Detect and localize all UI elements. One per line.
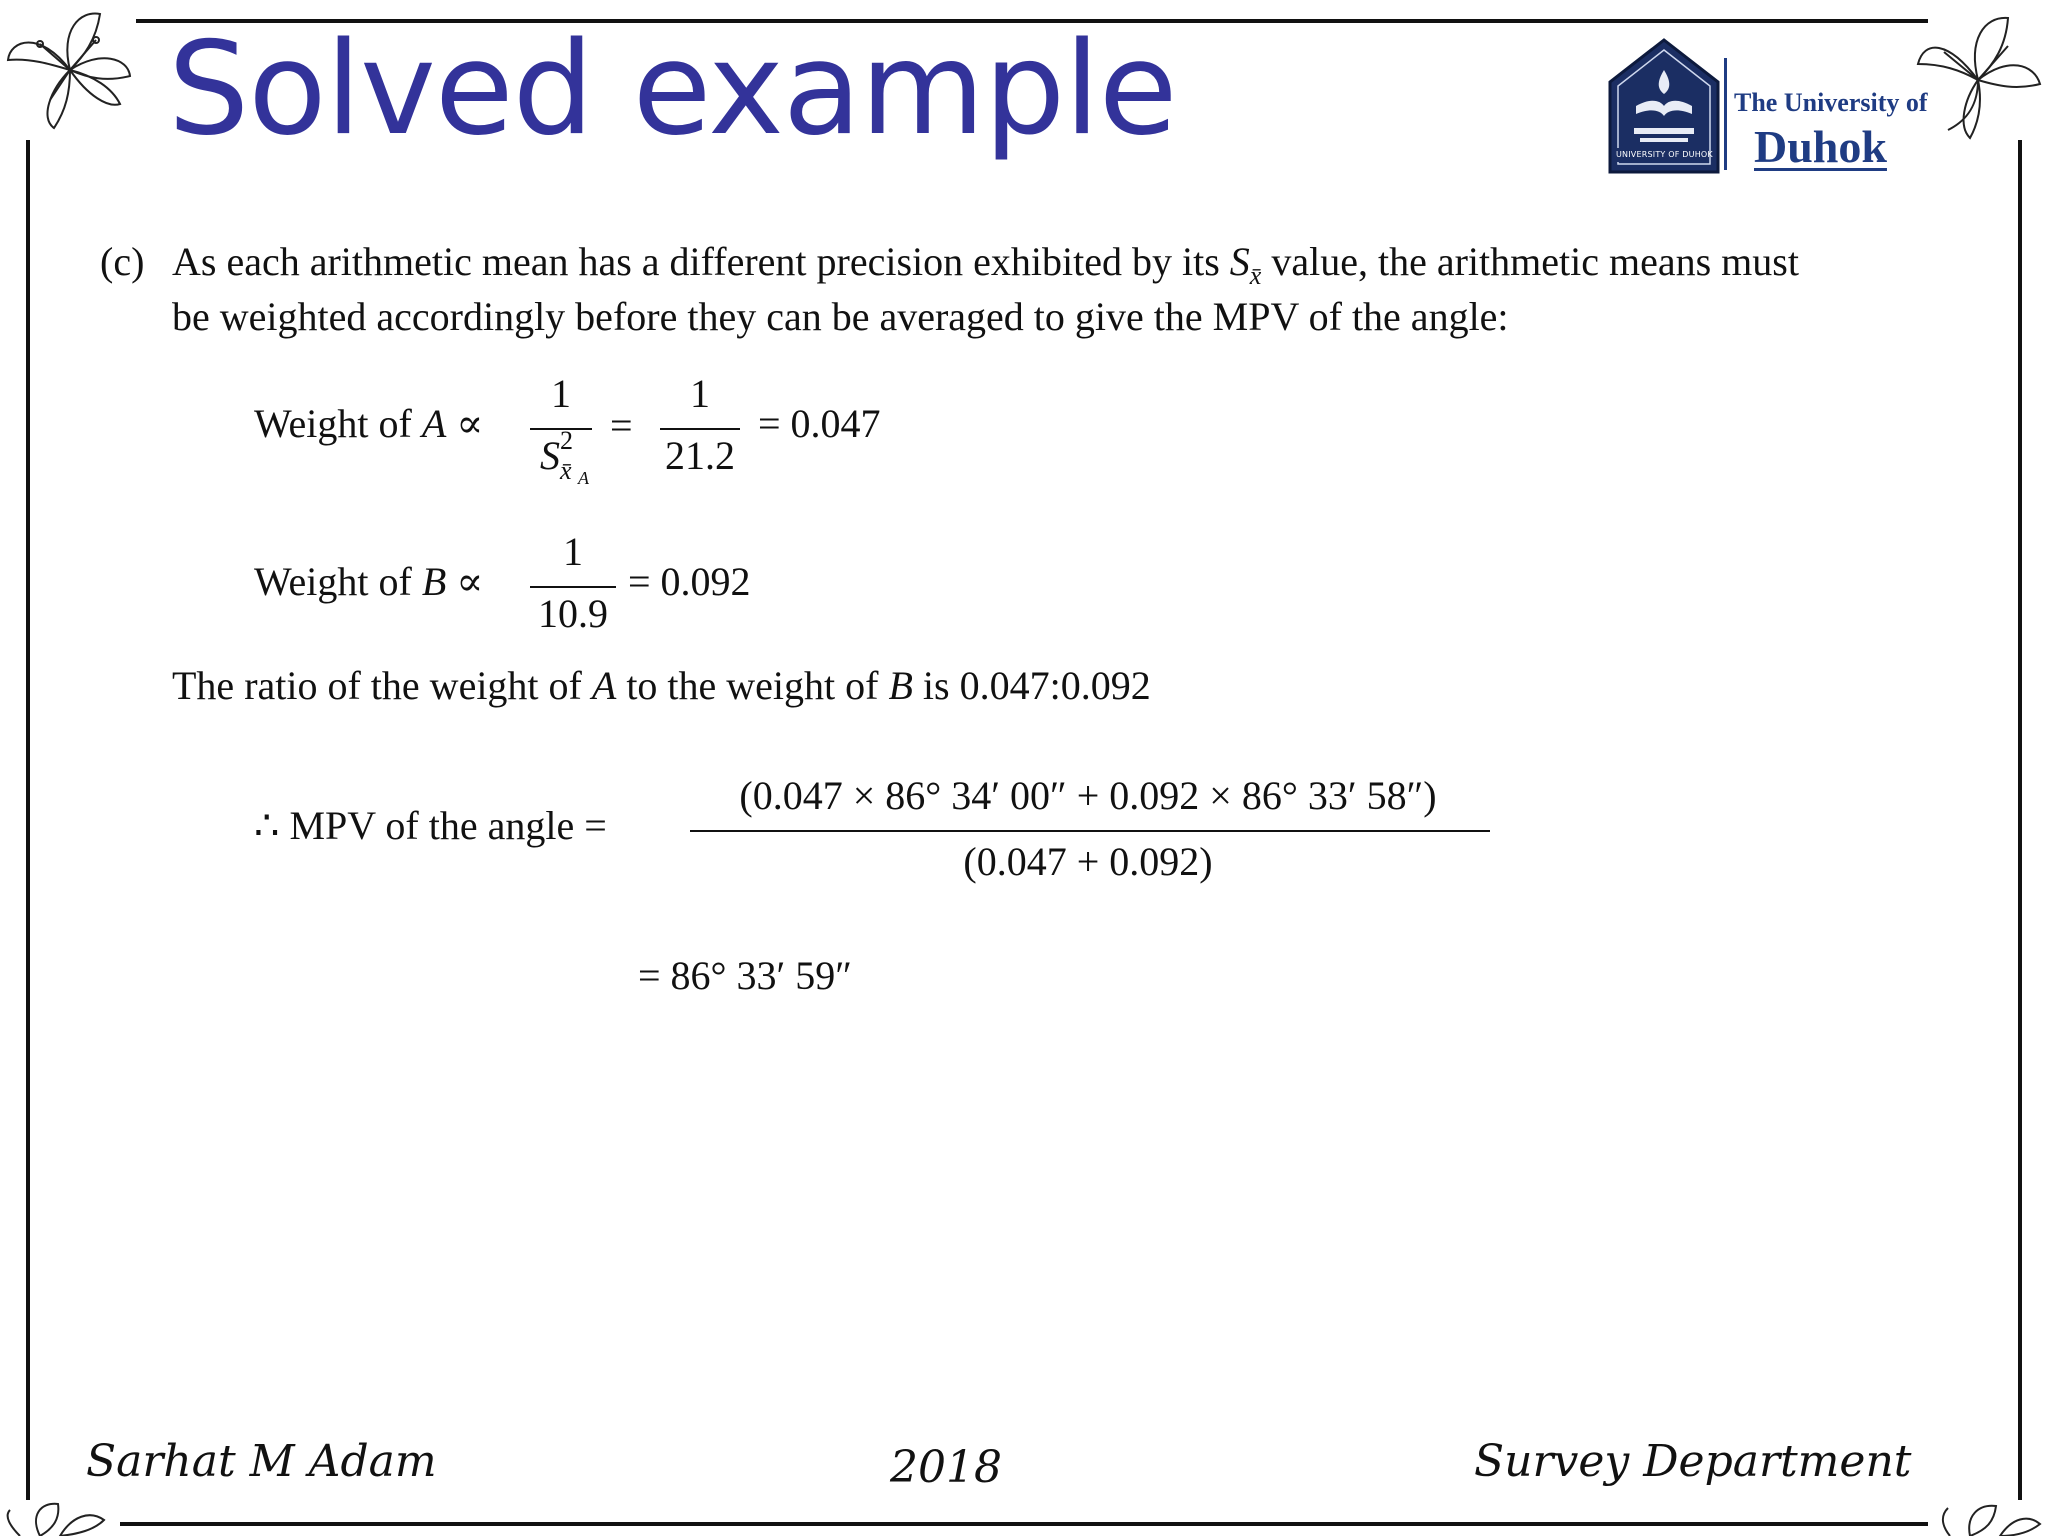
lily-ornament-bottom-right-icon: [1920, 1496, 2048, 1536]
right-border-line: [2018, 140, 2022, 1500]
ratio-var-a: A: [591, 663, 617, 708]
weight-b-num: 1: [563, 529, 583, 574]
weight-a-equals: =: [610, 403, 633, 448]
weight-a-var: A: [421, 401, 447, 446]
precision-symbol: S: [1229, 239, 1250, 284]
weight-a-label: [254, 400, 483, 447]
left-border-line: [26, 140, 30, 1500]
weight-b-var: B: [421, 559, 447, 604]
intro-line-1-end: value, the arithmetic means must: [1261, 239, 1799, 284]
mpv-label: ∴ MPV of the angle =: [254, 803, 607, 848]
footer-department: Survey Department: [1474, 1436, 1912, 1487]
ratio-text-a: The ratio of the weight of: [172, 663, 592, 708]
ratio-text-b: to the weight of: [616, 663, 889, 708]
weight-a-label-text: Weight of: [254, 401, 412, 446]
weight-a-den1-subsub: A: [578, 468, 589, 488]
mpv-numerator: (0.047 × 86° 34′ 00″ + 0.092 × 86° 33′ 58″): [739, 773, 1437, 818]
weight-a-result: = 0.047: [758, 401, 881, 446]
ratio-text-c: is 0.047:0.092: [912, 663, 1151, 708]
weight-b-result: = 0.092: [628, 559, 751, 604]
weight-b-prop: ∝: [456, 559, 484, 604]
mpv-denominator: (0.047 + 0.092): [963, 839, 1213, 884]
precision-symbol-subscript: x̄: [1249, 261, 1262, 290]
mpv-result: = 86° 33′ 59″: [638, 953, 852, 998]
weight-a-prop: ∝: [456, 401, 484, 446]
weight-a-den2: 21.2: [665, 433, 735, 478]
ratio-var-b: B: [888, 663, 913, 708]
lily-ornament-bottom-left-icon: [0, 1496, 120, 1536]
part-label: (c): [100, 239, 145, 284]
mpv-fraction-bar: [690, 830, 1490, 832]
weight-a-bar2: [660, 428, 740, 430]
weight-b-bar: [530, 586, 616, 588]
intro-line-1-start: As each arithmetic mean has a different precision exhibited by its: [172, 239, 1230, 284]
clipped-text-fragment: [668, 196, 708, 202]
intro-line-2: be weighted accordingly before they can be averaged to give the MPV of the angle:: [172, 294, 1509, 339]
university-name: Duhok: [1754, 121, 1887, 172]
weight-a-den1: [530, 426, 594, 488]
university-prefix: The University of: [1734, 88, 1928, 117]
emblem-caption: UNIVERSITY OF DUHOK: [1616, 148, 1708, 162]
weight-a-den1-symbol: S: [540, 433, 560, 478]
weight-a-den1-sub: x̄: [560, 456, 572, 485]
footer-year: 2018: [890, 1442, 1002, 1493]
logo-divider: [1724, 58, 1727, 170]
footer-author: Sarhat M Adam: [86, 1436, 437, 1487]
ratio-sentence: [172, 658, 1151, 713]
lily-ornament-top-left-icon: [0, 0, 140, 140]
bottom-border-line: [120, 1522, 1928, 1526]
weight-a-num1: 1: [551, 371, 571, 416]
university-logo: [1602, 36, 1932, 178]
slide-title: Solved example: [168, 15, 1177, 164]
weight-b-den: 10.9: [538, 591, 608, 636]
weight-b-label: [254, 558, 483, 605]
weight-b-label-text: Weight of: [254, 559, 412, 604]
weight-a-den1-sup: 2: [560, 426, 573, 455]
weight-a-num2: 1: [690, 371, 710, 416]
